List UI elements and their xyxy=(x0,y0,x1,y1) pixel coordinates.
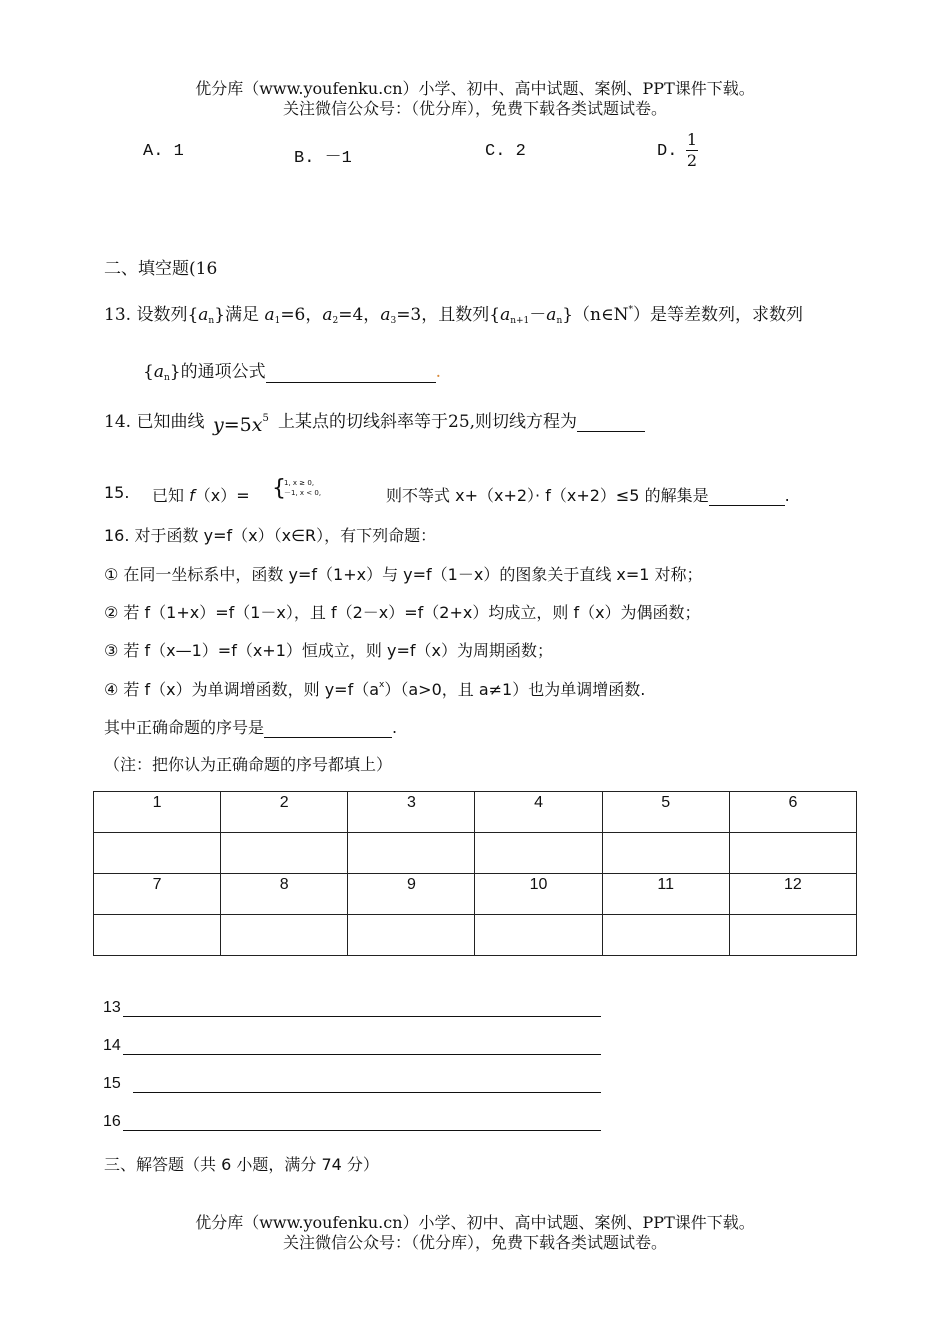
answer-line-14[interactable]: 14 xyxy=(103,1037,121,1055)
table-row xyxy=(94,874,857,915)
footer-banner-line1: 优分库（www.youfenku.cn）小学、初中、高中试题、案例、PPT课件下载。 xyxy=(195,1213,755,1232)
question-13-line2: $\{a_n\}$的通项公式 . xyxy=(143,362,441,383)
table-row xyxy=(94,833,857,874)
fraction-denominator: 2 xyxy=(686,151,698,170)
question-15-rest: 则不等式 x+（x+2）· f（x+2）≤5 的解集是 . xyxy=(386,486,790,505)
answer-line-13[interactable]: 13 xyxy=(103,999,121,1017)
section2-title: 二、填空题(16 xyxy=(104,259,218,279)
grid-label-12: 12 xyxy=(729,874,856,915)
question-13-line1: 13. 设数列$\{a_n\}$满足 $a_1=6$，$a_2=4$，$a_3=3$，且数列$\{a_{n+1}-a_n\}(n\in N^*)$是等差数列，求数列 xyxy=(104,305,803,326)
proposition-4: ④ 若 f（x）为单调增函数，则 $y=f(a^x)(a>0$，且 a≠1）也为单调增函数. xyxy=(104,680,646,699)
grid-label-1: 1 xyxy=(94,792,221,833)
header-banner-line1: 优分库（www.youfenku.cn）小学、初中、高中试题、案例、PPT课件下载。 xyxy=(195,79,755,98)
choice-d-fraction xyxy=(686,130,698,171)
table-row xyxy=(94,915,857,956)
grid-label-2: 2 xyxy=(221,792,348,833)
grid-answer-cell[interactable] xyxy=(602,833,729,874)
answer-blank-13[interactable] xyxy=(266,365,436,383)
answer-line-15[interactable]: 15 xyxy=(103,1075,121,1093)
grid-answer-cell[interactable] xyxy=(602,915,729,956)
grid-answer-cell[interactable] xyxy=(348,833,475,874)
header-banner-line2: 关注微信公众号：（优分库），免费下载各类试题试卷。 xyxy=(282,99,667,118)
answer-blank-14[interactable] xyxy=(577,414,645,432)
piece-case-1: 1, x ≥ 0, xyxy=(284,479,315,487)
answer-line-16[interactable]: 16 xyxy=(103,1113,121,1131)
piecewise-definition xyxy=(284,480,382,500)
proposition-2: ② 若 f（1+x）=f（1－x），且 f（2－x）=f（2+x）均成立，则 f（x）为偶函数； xyxy=(104,603,701,622)
question-15-text: 已知 f（x）= xyxy=(152,486,250,505)
proposition-1: ① 在同一坐标系中，函数 y=f（1+x）与 y=f（1－x）的图象关于直线 x=1 对称； xyxy=(104,565,703,584)
grid-answer-cell[interactable] xyxy=(221,915,348,956)
answer-grid xyxy=(93,791,857,956)
grid-answer-cell[interactable] xyxy=(221,833,348,874)
grid-answer-cell[interactable] xyxy=(475,833,602,874)
grid-answer-cell[interactable] xyxy=(729,833,856,874)
question-14-lead: 14. 已知曲线 xyxy=(104,412,205,432)
question-15-number: 15. xyxy=(104,483,130,502)
choice-c: C. 2 xyxy=(485,142,526,161)
question-14-text: 上某点的切线斜率等于25,则切线方程为 xyxy=(278,407,645,432)
section3-title: 三、解答题（共 6 小题，满分 74 分） xyxy=(104,1155,379,1174)
grid-label-11: 11 xyxy=(602,874,729,915)
grid-label-3: 3 xyxy=(348,792,475,833)
grid-answer-cell[interactable] xyxy=(94,833,221,874)
grid-label-6: 6 xyxy=(729,792,856,833)
correct-propositions-prompt: 其中正确命题的序号是 . xyxy=(104,718,398,737)
table-row xyxy=(94,792,857,833)
answer-blank-15[interactable] xyxy=(709,488,785,506)
choice-a: A. 1 xyxy=(143,142,184,161)
footer-banner-line2: 关注微信公众号：（优分库），免费下载各类试题试卷。 xyxy=(282,1233,667,1252)
choice-b: B. －1 xyxy=(294,149,352,168)
choice-d-label: D. xyxy=(657,142,678,161)
fraction-numerator: 1 xyxy=(686,130,698,149)
grid-label-9: 9 xyxy=(348,874,475,915)
grid-label-5: 5 xyxy=(602,792,729,833)
question-16-head: 16. 对于函数 y=f（x）（x∈R），有下列命题： xyxy=(104,526,437,545)
fill-note: （注：把你认为正确命题的序号都填上） xyxy=(104,755,393,774)
grid-answer-cell[interactable] xyxy=(348,915,475,956)
question-14-formula: $y=5x^5$ xyxy=(213,413,269,436)
grid-label-4: 4 xyxy=(475,792,602,833)
grid-answer-cell[interactable] xyxy=(475,915,602,956)
grid-label-8: 8 xyxy=(221,874,348,915)
choice-d xyxy=(657,142,677,161)
piecewise-brace: { xyxy=(272,476,286,501)
grid-answer-cell[interactable] xyxy=(729,915,856,956)
grid-label-10: 10 xyxy=(475,874,602,915)
grid-answer-cell[interactable] xyxy=(94,915,221,956)
piece-case-2: －1, x < 0, xyxy=(284,489,322,497)
answer-blank-16[interactable] xyxy=(264,720,392,738)
grid-label-7: 7 xyxy=(94,874,221,915)
proposition-3: ③ 若 f（x—1）=f（x+1）恒成立，则 y=f（x）为周期函数； xyxy=(104,641,553,660)
